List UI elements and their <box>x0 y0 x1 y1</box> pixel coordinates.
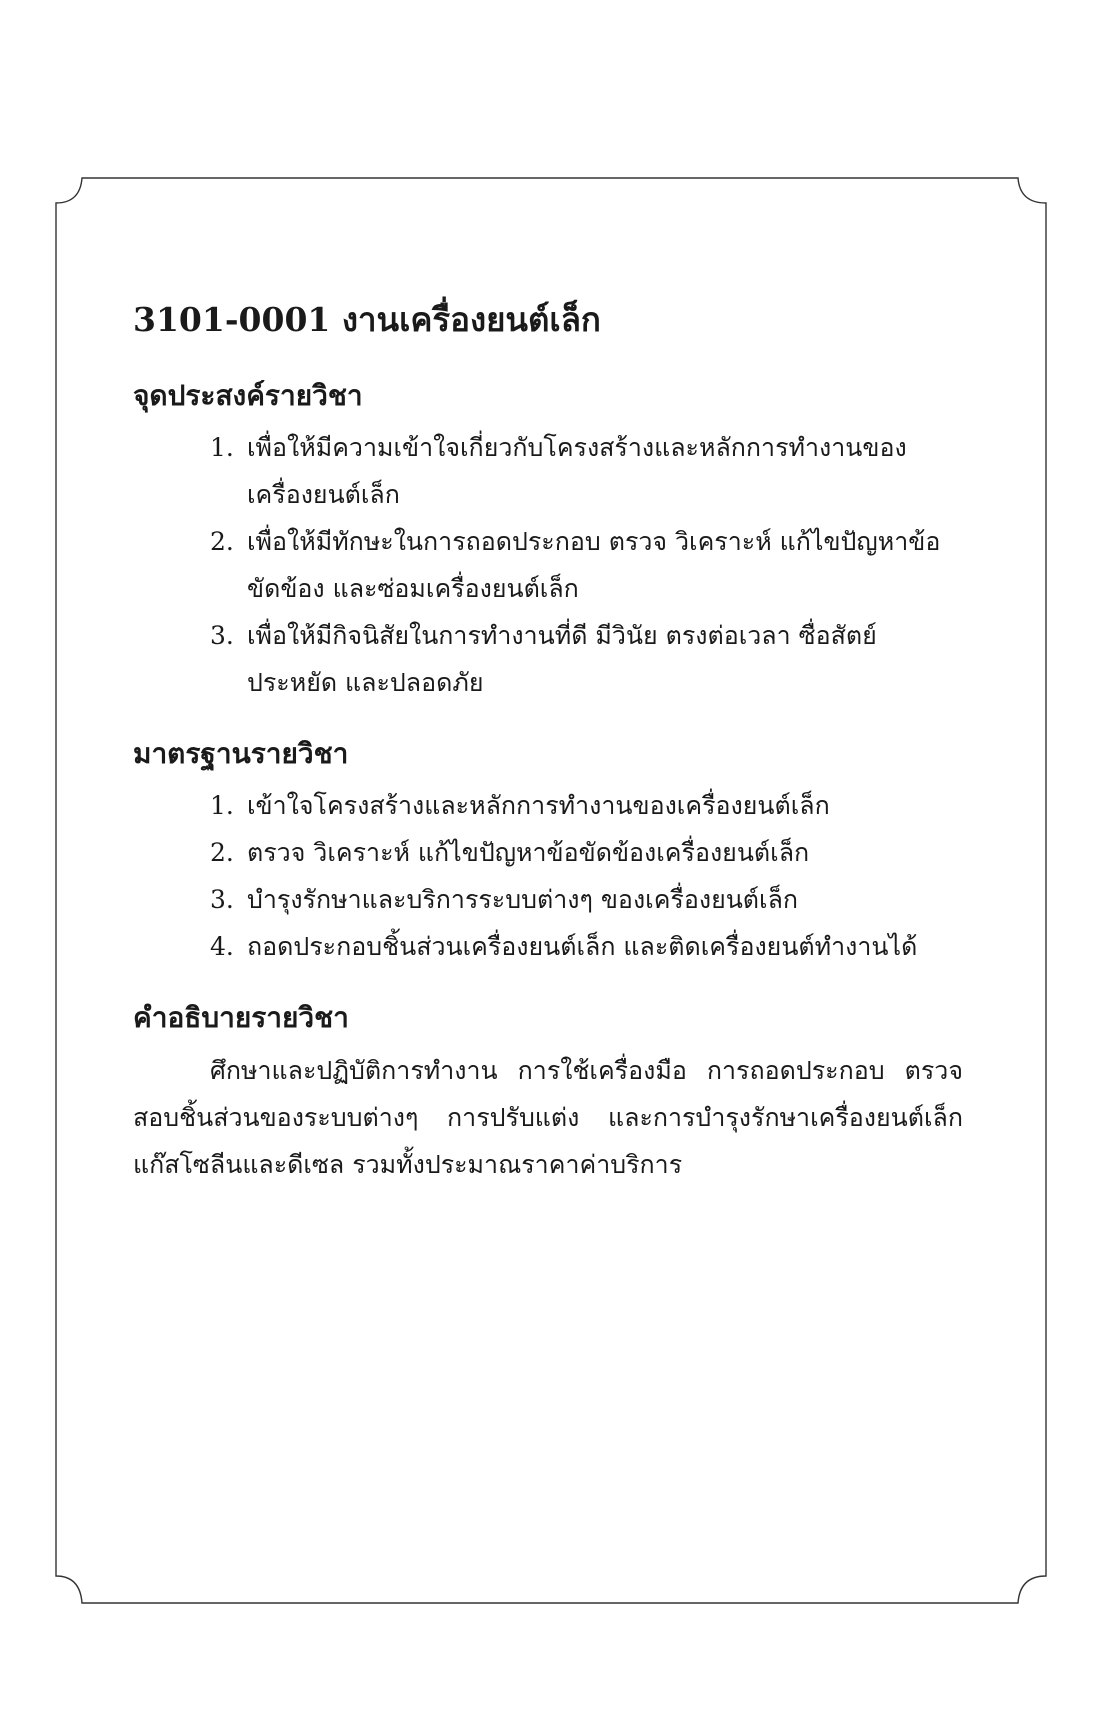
list-item <box>133 876 963 923</box>
course-content <box>133 300 963 1218</box>
item-text: บำรุงรักษาและบริการระบบต่างๆ ของเครื่องยนต์เล็ก <box>247 885 799 915</box>
item-text: ถอดประกอบชิ้นส่วนเครื่องยนต์เล็ก และติดเครื่องยนต์ทำงานได้ <box>247 932 918 962</box>
standards-section <box>133 736 963 970</box>
item-text: เพื่อให้มีทักษะในการถอดประกอบ ตรวจ วิเคราะห์ แก้ไขปัญหาข้อขัดข้อง และซ่อมเครื่องยนต์เล็ก <box>247 526 941 603</box>
list-item <box>133 923 963 970</box>
course-title: 3101-0001 งานเครื่องยนต์เล็ก <box>133 300 601 339</box>
item-text: เพื่อให้มีความเข้าใจเกี่ยวกับโครงสร้างและหลักการทำงานของเครื่องยนต์เล็ก <box>247 432 907 509</box>
item-number: 4. <box>210 932 234 962</box>
description-heading: คำอธิบายรายวิชา <box>133 1001 349 1035</box>
standards-heading: มาตรฐานรายวิชา <box>133 736 349 770</box>
item-text: เข้าใจโครงสร้างและหลักการทำงานของเครื่องยนต์เล็ก <box>247 791 830 821</box>
item-number: 3. <box>210 885 234 915</box>
description-text: ศึกษาและปฏิบัติการทำงาน การใช้เครื่องมือ การถอดประกอบ ตรวจสอบชิ้นส่วนของระบบต่างๆ การปรับแต่ง และการบำรุงรักษาเครื่องยนต์เล็กแก๊สโซลีนและดีเซล รวมทั้งประมาณราคาค่าบริการ <box>133 1055 963 1179</box>
list-item <box>133 424 963 518</box>
item-number: 2. <box>210 526 234 556</box>
list-item <box>133 518 963 612</box>
item-text: ตรวจ วิเคราะห์ แก้ไขปัญหาข้อขัดข้องเครื่องยนต์เล็ก <box>247 838 810 868</box>
list-item <box>133 829 963 876</box>
standards-list <box>133 782 963 970</box>
item-text: เพื่อให้มีกิจนิสัยในการทำงานที่ดี มีวินัย ตรงต่อเวลา ซื่อสัตย์ ประหยัด และปลอดภัย <box>247 620 877 697</box>
objectives-heading: จุดประสงค์รายวิชา <box>133 378 363 412</box>
item-number: 3. <box>210 620 234 650</box>
item-number: 1. <box>210 791 234 821</box>
item-number: 1. <box>210 432 234 462</box>
list-item <box>133 782 963 829</box>
item-number: 2. <box>210 838 234 868</box>
objectives-list <box>133 424 963 706</box>
description-section <box>133 1000 963 1187</box>
objectives-section <box>133 378 963 706</box>
list-item <box>133 612 963 706</box>
